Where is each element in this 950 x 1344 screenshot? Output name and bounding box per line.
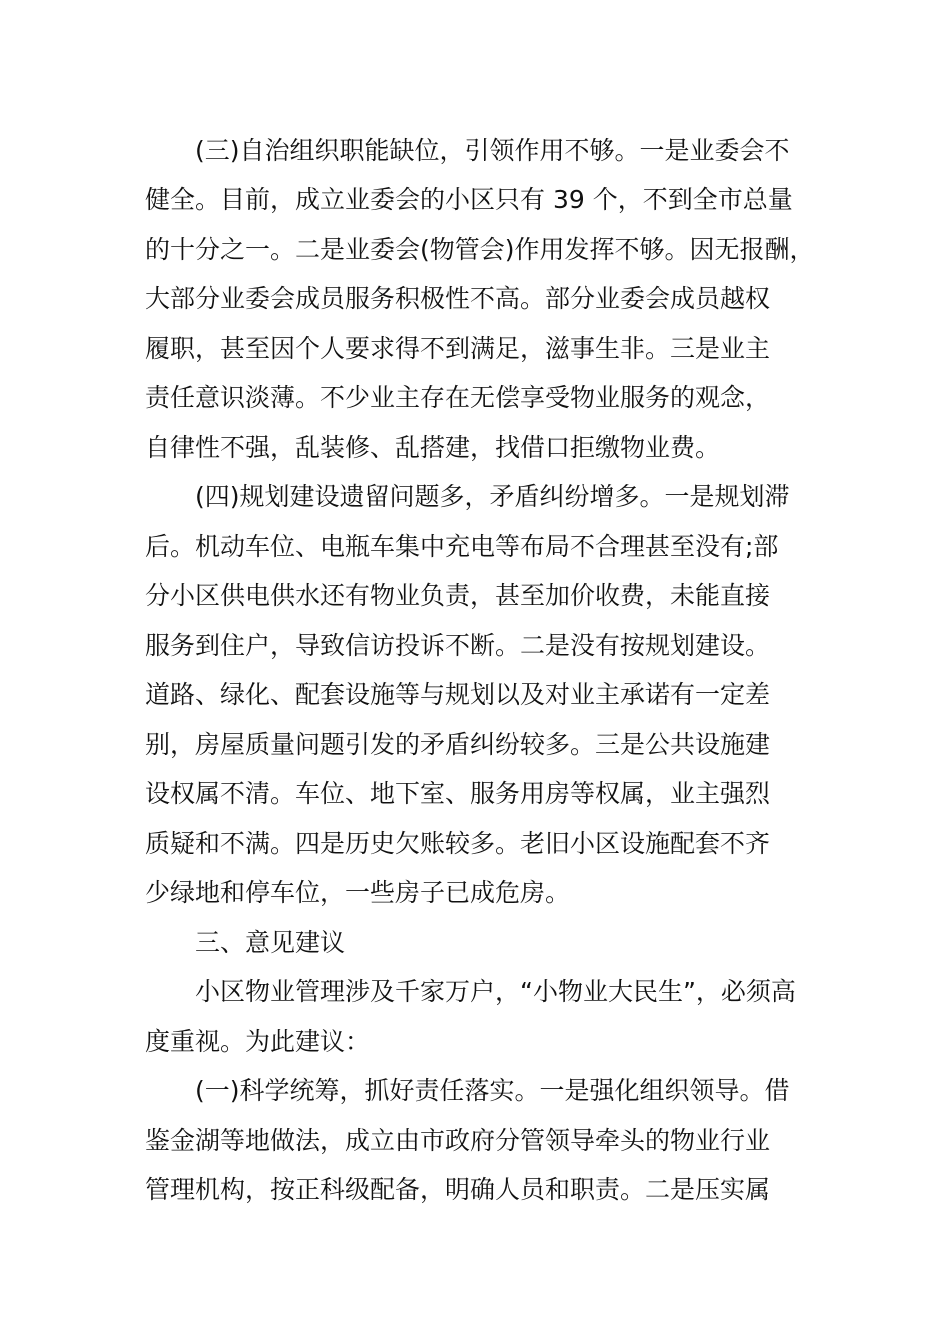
paragraph-4-line-3: 分小区供电供水还有物业负责，甚至加价收费，未能直接 [145, 581, 771, 610]
paragraph-3-line-1: (三)自治组织职能缺位，引领作用不够。一是业委会不 [195, 136, 790, 165]
paragraph-4-line-4: 服务到住户，导致信访投诉不断。二是没有按规划建设。 [145, 631, 771, 660]
suggestion-1-line-1: (一)科学统筹，抓好责任落实。一是强化组织领导。借 [195, 1076, 790, 1105]
paragraph-3-line-3: 的十分之一。二是业委会(物管会)作用发挥不够。因无报酬， [145, 235, 815, 264]
paragraph-4-line-1: (四)规划建设遗留问题多，矛盾纠纷增多。一是规划滞 [195, 482, 790, 511]
paragraph-3-line-7: 自律性不强，乱装修、乱搭建，找借口拒缴物业费。 [145, 433, 721, 462]
paragraph-4-line-6: 别，房屋质量问题引发的矛盾纠纷较多。三是公共设施建 [145, 730, 771, 759]
suggestion-1-line-3: 管理机构，按正科级配备，明确人员和职责。二是压实属 [145, 1175, 771, 1204]
paragraph-3-line-6: 责任意识淡薄。不少业主存在无偿享受物业服务的观念， [145, 383, 771, 412]
intro-paragraph-line-1: 小区物业管理涉及千家万户，“小物业大民生”，必须高 [195, 977, 796, 1006]
paragraph-4-line-9: 少绿地和停车位，一些房子已成危房。 [145, 878, 571, 907]
paragraph-3-line-5: 履职，甚至因个人要求得不到满足，滋事生非。三是业主 [145, 334, 771, 363]
paragraph-4-line-2: 后。机动车位、电瓶车集中充电等布局不合理甚至没有;部 [145, 532, 779, 561]
paragraph-3-line-4: 大部分业委会成员服务积极性不高。部分业委会成员越权 [145, 284, 771, 313]
paragraph-4-line-7: 设权属不清。车位、地下室、服务用房等权属，业主强烈 [145, 779, 771, 808]
paragraph-3-line-2: 健全。目前，成立业委会的小区只有 39 个，不到全市总量 [145, 185, 793, 214]
section-heading: 三、意见建议 [195, 928, 346, 957]
intro-paragraph-line-2: 度重视。为此建议： [145, 1027, 371, 1056]
suggestion-1-line-2: 鉴金湖等地做法，成立由市政府分管领导牵头的物业行业 [145, 1126, 771, 1155]
paragraph-4-line-5: 道路、绿化、配套设施等与规划以及对业主承诺有一定差 [145, 680, 771, 709]
paragraph-4-line-8: 质疑和不满。四是历史欠账较多。老旧小区设施配套不齐 [145, 829, 771, 858]
